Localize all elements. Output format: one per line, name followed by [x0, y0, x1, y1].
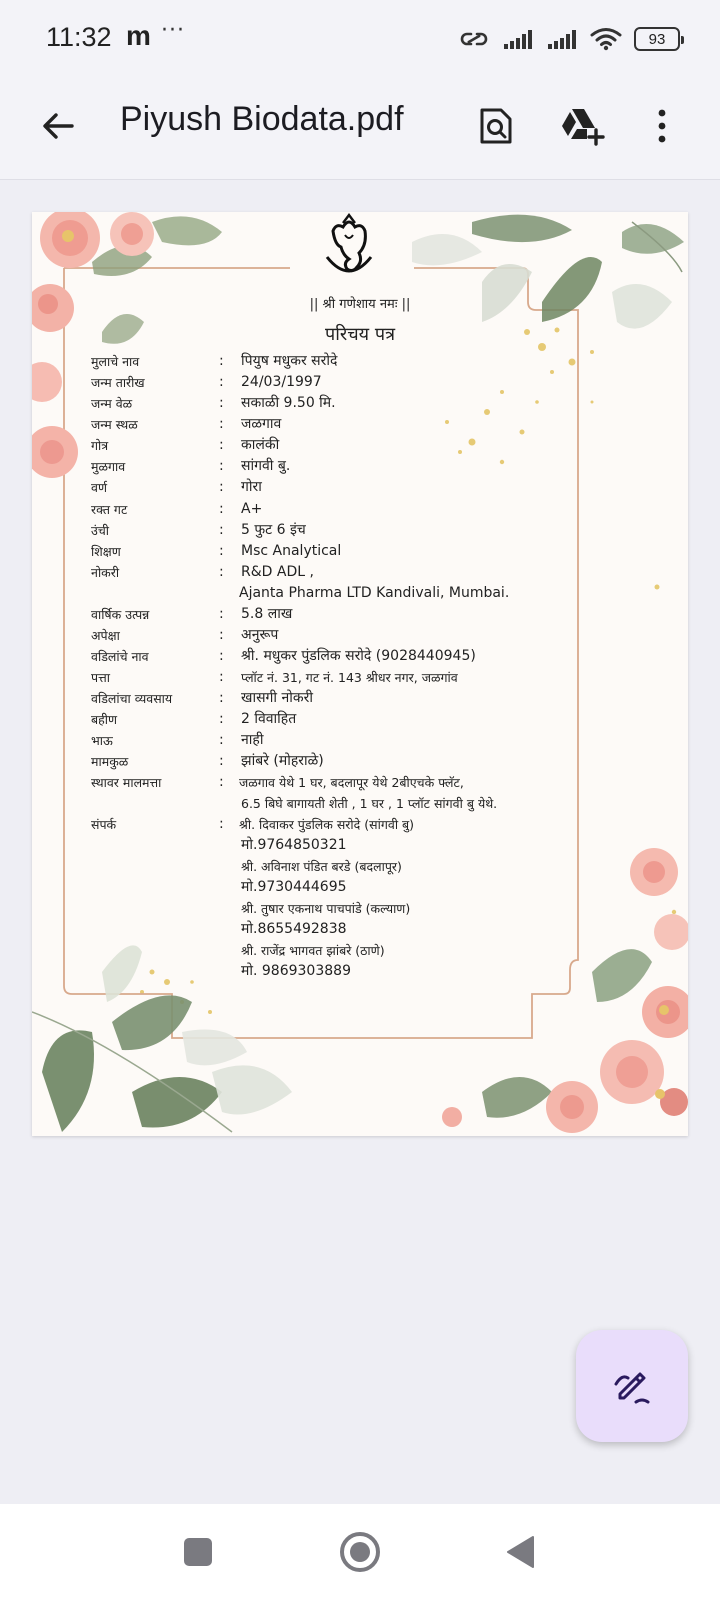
- row-value: श्री. मधुकर पुंडलिक सरोदे (9028440945): [241, 648, 476, 664]
- row-separator: :: [219, 816, 224, 832]
- invocation-text: || श्री गणेशाय नमः ||: [309, 297, 411, 312]
- status-icons: [458, 24, 680, 54]
- row-label: मामकुळ: [91, 754, 129, 769]
- contact-line: श्री. राजेंद्र भागवत झांबरे (ठाणे): [241, 943, 385, 958]
- row-value: जळगाव येथे 1 घर, बदलापूर येथे 2बीएचके फ्लॅट,: [239, 775, 464, 790]
- row-separator: :: [219, 564, 224, 580]
- row-separator: :: [219, 458, 224, 474]
- row-separator: :: [219, 374, 224, 390]
- row-value: पियुष मधुकर सरोदे: [241, 353, 338, 369]
- row-separator: :: [219, 690, 224, 706]
- signal-icon: [502, 28, 534, 50]
- recents-square-icon: [183, 1537, 213, 1567]
- row-value: Msc Analytical: [241, 543, 342, 559]
- row-label: बहीण: [91, 712, 118, 727]
- back-triangle-icon: [505, 1535, 535, 1569]
- battery-level: 93: [648, 30, 666, 48]
- more-options-button[interactable]: [636, 100, 688, 152]
- row-separator: :: [219, 732, 224, 748]
- row-value: R&D ADL ,: [241, 564, 314, 580]
- contact-line: मो.9730444695: [241, 879, 347, 895]
- more-vert-icon: [656, 108, 668, 144]
- back-arrow-icon: [40, 108, 76, 144]
- row-value: गोरा: [241, 479, 262, 495]
- annotate-fab-button[interactable]: [576, 1330, 688, 1442]
- row-value: 2 विवाहित: [241, 711, 297, 727]
- search-document-icon: [478, 106, 514, 146]
- home-button[interactable]: [336, 1528, 384, 1576]
- row-value: 5 फुट 6 इंच: [241, 522, 306, 538]
- row-label: जन्म तारीख: [91, 375, 145, 390]
- row-value: जळगाव: [241, 416, 282, 432]
- home-circle-icon: [339, 1531, 381, 1573]
- row-value: नाही: [241, 732, 264, 748]
- row-separator: :: [219, 416, 224, 432]
- battery-icon: [634, 27, 680, 51]
- row-value: अनुरूप: [241, 627, 279, 643]
- add-to-drive-button[interactable]: [556, 100, 608, 152]
- contact-line: श्री. तुषार एकनाथ पाचपांडे (कल्याण): [241, 901, 411, 916]
- row-label: जन्म वेळ: [91, 396, 133, 411]
- row-value: प्लॉट नं. 31, गट नं. 143 श्रीधर नगर, जळगांव: [241, 670, 458, 685]
- edit-pen-icon: [610, 1364, 654, 1408]
- row-label: स्थावर मालमत्ता: [91, 775, 162, 790]
- row-value: सांगवी बु.: [241, 458, 291, 474]
- row-separator: :: [219, 543, 224, 559]
- row-value: कालंकी: [241, 437, 280, 453]
- row-separator: :: [219, 437, 224, 453]
- biodata-title: परिचय पत्र: [325, 324, 395, 345]
- row-label: वडिलांचे नाव: [91, 649, 149, 664]
- drive-add-icon: [559, 106, 605, 146]
- contact-line: मो.9764850321: [241, 837, 347, 853]
- row-separator: :: [219, 606, 224, 622]
- recents-button[interactable]: [174, 1528, 222, 1576]
- row-value: झांबरे (मोहराळे): [241, 753, 324, 769]
- signal-icon: [546, 28, 578, 50]
- contact-line: श्री. अविनाश पंडित बरडे (बदलापूर): [241, 859, 402, 874]
- row-label: गोत्र: [91, 438, 109, 453]
- row-separator: :: [219, 774, 224, 790]
- biodata-content: [32, 212, 688, 1136]
- status-time: 11:32: [46, 22, 112, 52]
- row-separator: :: [219, 669, 224, 685]
- row-label: संपर्क: [91, 817, 117, 832]
- link-icon: [458, 28, 490, 50]
- row-separator: :: [219, 395, 224, 411]
- row-label: उंची: [91, 523, 110, 538]
- row-separator: :: [219, 711, 224, 727]
- row-separator: :: [219, 753, 224, 769]
- system-nav-bar: [0, 1504, 720, 1600]
- row-separator: :: [219, 353, 224, 369]
- row-label: वार्षिक उत्पन्न: [91, 607, 150, 622]
- status-bar: [0, 0, 720, 80]
- row-label: नोकरी: [91, 565, 120, 580]
- contact-line: मो.8655492838: [241, 921, 347, 937]
- row-value: 6.5 बिघे बागायती शेती , 1 घर , 1 प्लॉट सांगवी बु येथे.: [241, 796, 498, 811]
- row-separator: :: [219, 627, 224, 643]
- row-label: वडिलांचा व्यवसाय: [91, 691, 173, 706]
- row-value: A+: [241, 501, 263, 517]
- row-value: 24/03/1997: [241, 374, 322, 390]
- row-value: श्री. दिवाकर पुंडलिक सरोदे (सांगवी बु): [239, 817, 415, 832]
- row-value: Ajanta Pharma LTD Kandivali, Mumbai.: [239, 585, 510, 601]
- back-button[interactable]: [34, 102, 82, 150]
- row-separator: :: [219, 479, 224, 495]
- pdf-page[interactable]: [32, 212, 688, 1136]
- row-label: वर्ण: [91, 480, 107, 495]
- row-label: रक्त गट: [91, 502, 128, 517]
- document-title: Piyush Biodata.pdf: [120, 100, 404, 138]
- nav-back-button[interactable]: [496, 1528, 544, 1576]
- row-separator: :: [219, 522, 224, 538]
- row-label: जन्म स्थळ: [91, 417, 138, 432]
- row-label: मुळगाव: [91, 459, 126, 474]
- row-separator: :: [219, 648, 224, 664]
- row-label: भाऊ: [91, 733, 113, 748]
- row-value: 5.8 लाख: [241, 606, 293, 622]
- row-value: खासगी नोकरी: [241, 690, 313, 706]
- carrier-letter: m: [126, 20, 151, 51]
- more-notifications-indicator: ···: [161, 18, 185, 43]
- wifi-icon: [590, 27, 622, 51]
- row-separator: :: [219, 501, 224, 517]
- row-label: शिक्षण: [91, 544, 121, 559]
- search-document-button[interactable]: [470, 100, 522, 152]
- row-label: मुलाचे नाव: [91, 354, 140, 369]
- contact-line: मो. 9869303889: [241, 963, 351, 979]
- row-label: पत्ता: [91, 670, 110, 685]
- app-bar: [0, 80, 720, 180]
- row-label: अपेक्षा: [91, 628, 120, 643]
- row-value: सकाळी 9.50 मि.: [241, 395, 336, 411]
